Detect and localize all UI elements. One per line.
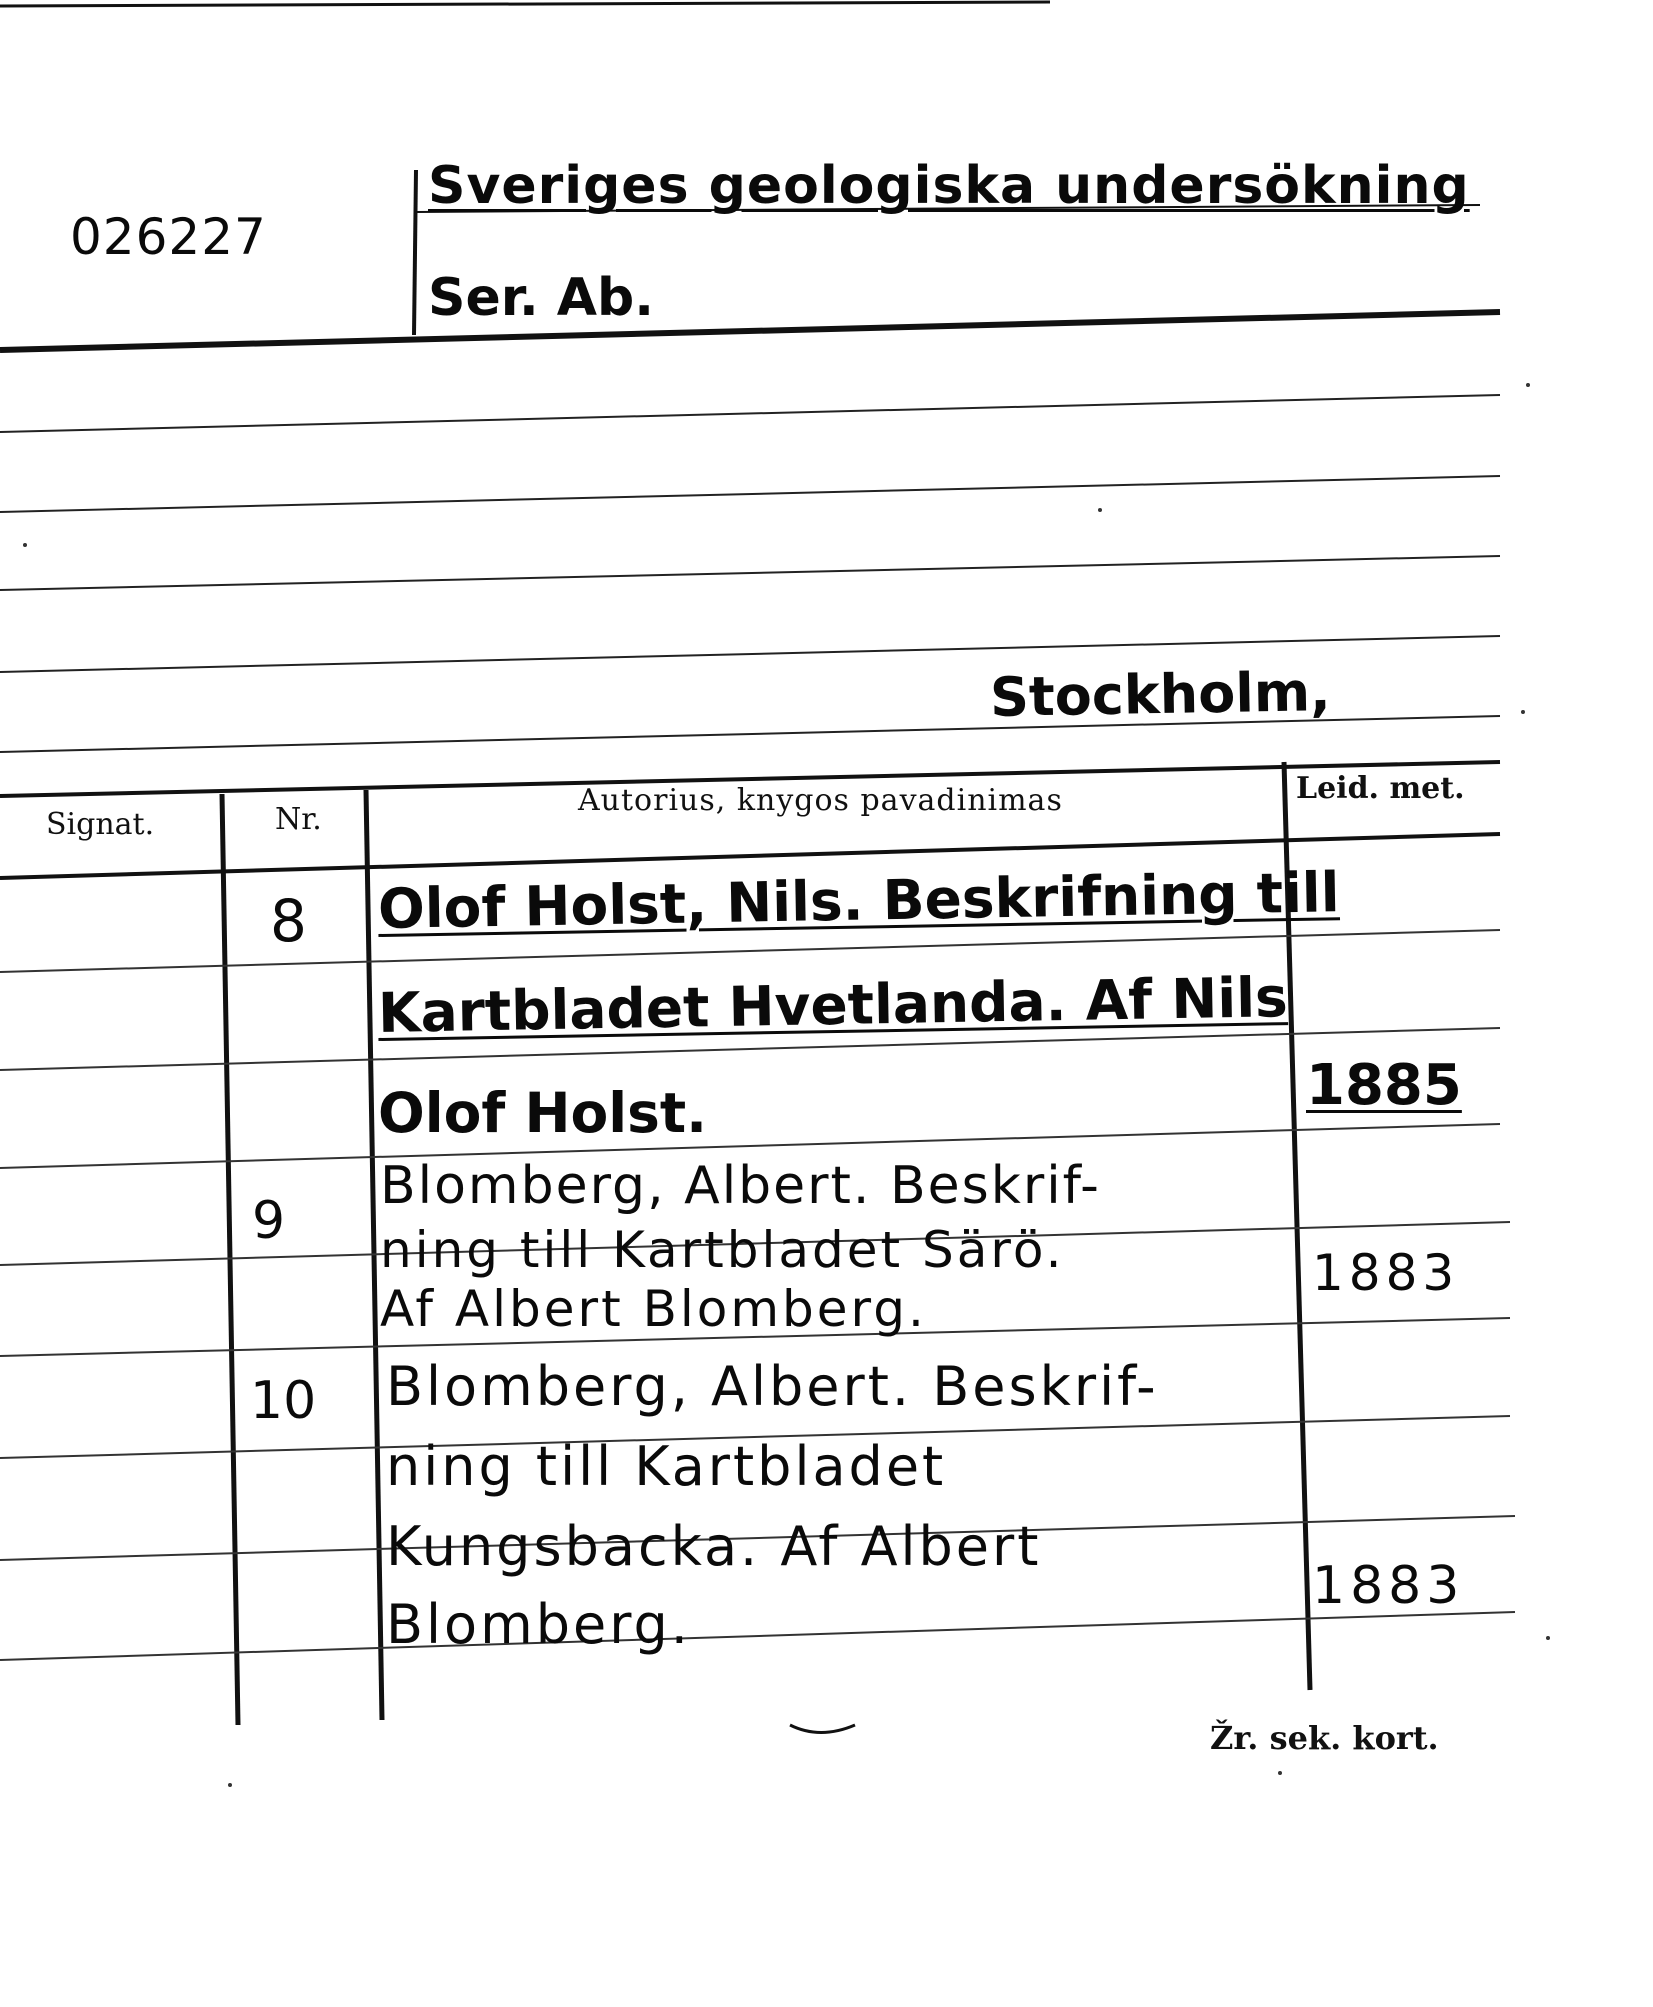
- entry-10-nr: 10: [250, 1371, 317, 1431]
- entry-9-nr: 9: [252, 1191, 286, 1251]
- entry-10-line-4: Blomberg.: [386, 1593, 691, 1656]
- place-of-publication: Stockholm,: [989, 660, 1332, 729]
- entry-9-year: 1883: [1312, 1244, 1460, 1302]
- entry-8-nr: 8: [270, 887, 307, 955]
- header-leid-met: Leid. met.: [1296, 771, 1465, 806]
- series-subtitle: Ser. Ab.: [428, 268, 655, 328]
- entry-9-line-1: Blomberg, Albert. Beskrif-: [380, 1156, 1101, 1216]
- entry-10-year: 1883: [1312, 1556, 1465, 1616]
- entry-8-year: 1885: [1306, 1053, 1462, 1118]
- series-title: Sveriges geologiska undersökning: [428, 156, 1470, 216]
- header-signat: Signat.: [46, 807, 155, 842]
- header-autorius: Autorius, knygos pavadinimas: [578, 783, 1063, 818]
- entry-10-line-1: Blomberg, Albert. Beskrif-: [386, 1355, 1159, 1418]
- entry-10-line-3: Kungsbacka. Af Albert: [386, 1515, 1042, 1578]
- entry-10-line-2: ning till Kartbladet: [386, 1435, 947, 1498]
- entry-9-line-3: Af Albert Blomberg.: [380, 1280, 927, 1338]
- entry-8-line-3: Olof Holst.: [378, 1081, 708, 1145]
- header-nr: Nr.: [275, 802, 322, 837]
- entry-8-line-1: Olof Holst, Nils. Beskrifning till: [377, 860, 1341, 941]
- entry-8-line-2: Kartbladet Hvetlanda. Af Nils: [377, 965, 1289, 1045]
- card-number: 026227: [70, 208, 267, 266]
- entry-9-line-2: ning till Kartbladet Särö.: [380, 1221, 1065, 1279]
- footer-see-other-card: Žr. sek. kort.: [1210, 1719, 1439, 1757]
